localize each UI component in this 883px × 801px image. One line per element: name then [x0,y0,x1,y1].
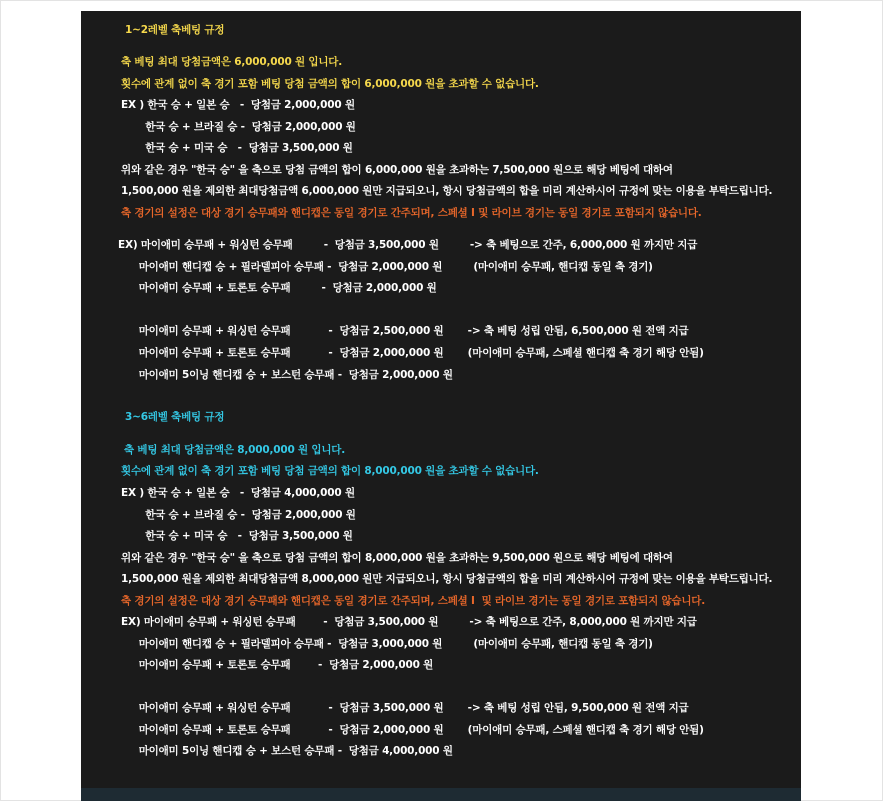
section2-case-a-3: 마이애미 승무패 + 토론토 승무패 - 당첨금 2,000,000 원 [118,659,434,671]
section1-max-amount: 축 베팅 최대 당첨금액은 6,000,000 원 입니다. [121,56,343,68]
section2-explain-1: 위와 같은 경우 "한국 승" 을 축으로 당첨 금액의 합이 8,000,000 원을 초과하는 9,500,000 원으로 해당 베팅에 대하여 [121,552,673,564]
section1-explain-2: 1,500,000 원을 제외한 최대당첨금액 6,000,000 원만 지급되오니, 항시 당첨금액의 합을 미리 계산하시어 규정에 맞는 이용을 부탁드립니다. [121,185,773,197]
section1-case-b-2: 마이애미 승무패 + 토론토 승무패 - 당첨금 2,000,000 원 (마이애미 승무패, 스페셜 핸디캡 축 경기 해당 안됨) [118,347,704,359]
section1-case-a-3: 마이애미 승무패 + 토론토 승무패 - 당첨금 2,000,000 원 [118,282,437,294]
section2-case-a-2: 마이애미 핸디캡 승 + 필라델피아 승무패 - 당첨금 3,000,000 원 (마이애미 승무패, 핸디캡 동일 축 경기) [118,638,653,650]
section2-case-b-2: 마이애미 승무패 + 토론토 승무패 - 당첨금 2,000,000 원 (마이애미 승무패, 스페셜 핸디캡 축 경기 해당 안됨) [118,724,704,736]
section1-example-3: 한국 승 + 미국 승 - 당첨금 3,500,000 원 [121,142,353,154]
section1-explain-1: 위와 같은 경우 "한국 승" 을 축으로 당첨 금액의 합이 6,000,000 원을 초과하는 7,500,000 원으로 해당 베팅에 대하여 [121,164,673,176]
section1-case-b-1: 마이애미 승무패 + 워싱턴 승무패 - 당첨금 2,500,000 원 -> 축 베팅 성립 안됨, 6,500,000 원 전액 지급 [118,325,689,337]
section2-case-a-1: EX) 마이애미 승무패 + 워싱턴 승무패 - 당첨금 3,500,000 원 -> 축 베팅으로 간주, 8,000,000 원 까지만 지급 [121,616,697,628]
section2-example-1: EX ) 한국 승 + 일본 승 - 당첨금 4,000,000 원 [121,487,355,499]
section1-case-a-1: EX) 마이애미 승무패 + 워싱턴 승무패 - 당첨금 3,500,000 원 -> 축 베팅으로 간주, 6,000,000 원 까지만 지급 [118,239,698,251]
section2-case-b-3: 마이애미 5이닝 핸디캡 승 + 보스턴 승무패 - 당첨금 4,000,000 원 [118,745,453,757]
section1-case-b-3: 마이애미 5이닝 핸디캡 승 + 보스턴 승무패 - 당첨금 2,000,000 원 [118,369,453,381]
section2-explain-2: 1,500,000 원을 제외한 최대당첨금액 8,000,000 원만 지급되오니, 항시 당첨금액의 합을 미리 계산하시어 규정에 맞는 이용을 부탁드립니다. [121,573,773,585]
section2-warning: 축 경기의 설정은 대상 경기 승무패와 핸디캡은 동일 경기로 간주되며, 스페셜 I 및 라이브 경기는 동일 경기로 포함되지 않습니다. [121,595,706,607]
section1-rule: 횟수에 관계 없이 축 경기 포함 베팅 당첨 금액의 합이 6,000,000 원을 초과할 수 없습니다. [121,78,539,90]
section2-rule: 횟수에 관계 없이 축 경기 포함 베팅 당첨 금액의 합이 8,000,000 원을 초과할 수 없습니다. [121,465,539,477]
panel-bottom-bar [81,788,801,801]
section2-max-amount: 축 베팅 최대 당첨금액은 8,000,000 원 입니다. [124,444,346,456]
section1-title: 1~2레벨 축베팅 규정 [125,24,225,36]
section2-case-b-1: 마이애미 승무패 + 워싱턴 승무패 - 당첨금 3,500,000 원 -> 축 베팅 성립 안됨, 9,500,000 원 전액 지급 [118,702,689,714]
section2-title: 3~6레벨 축베팅 규정 [125,411,225,423]
section1-warning: 축 경기의 설정은 대상 경기 승무패와 핸디캡은 동일 경기로 간주되며, 스페셜 I 및 라이브 경기는 동일 경기로 포함되지 않습니다. [121,207,702,219]
section2-example-2: 한국 승 + 브라질 승 - 당첨금 2,000,000 원 [121,509,356,521]
section1-case-a-2: 마이애미 핸디캡 승 + 필라델피아 승무패 - 당첨금 2,000,000 원 (마이애미 승무패, 핸디캡 동일 축 경기) [118,261,653,273]
section1-example-1: EX ) 한국 승 + 일본 승 - 당첨금 2,000,000 원 [121,99,355,111]
section1-example-2: 한국 승 + 브라질 승 - 당첨금 2,000,000 원 [121,121,356,133]
section2-example-3: 한국 승 + 미국 승 - 당첨금 3,500,000 원 [121,530,353,542]
